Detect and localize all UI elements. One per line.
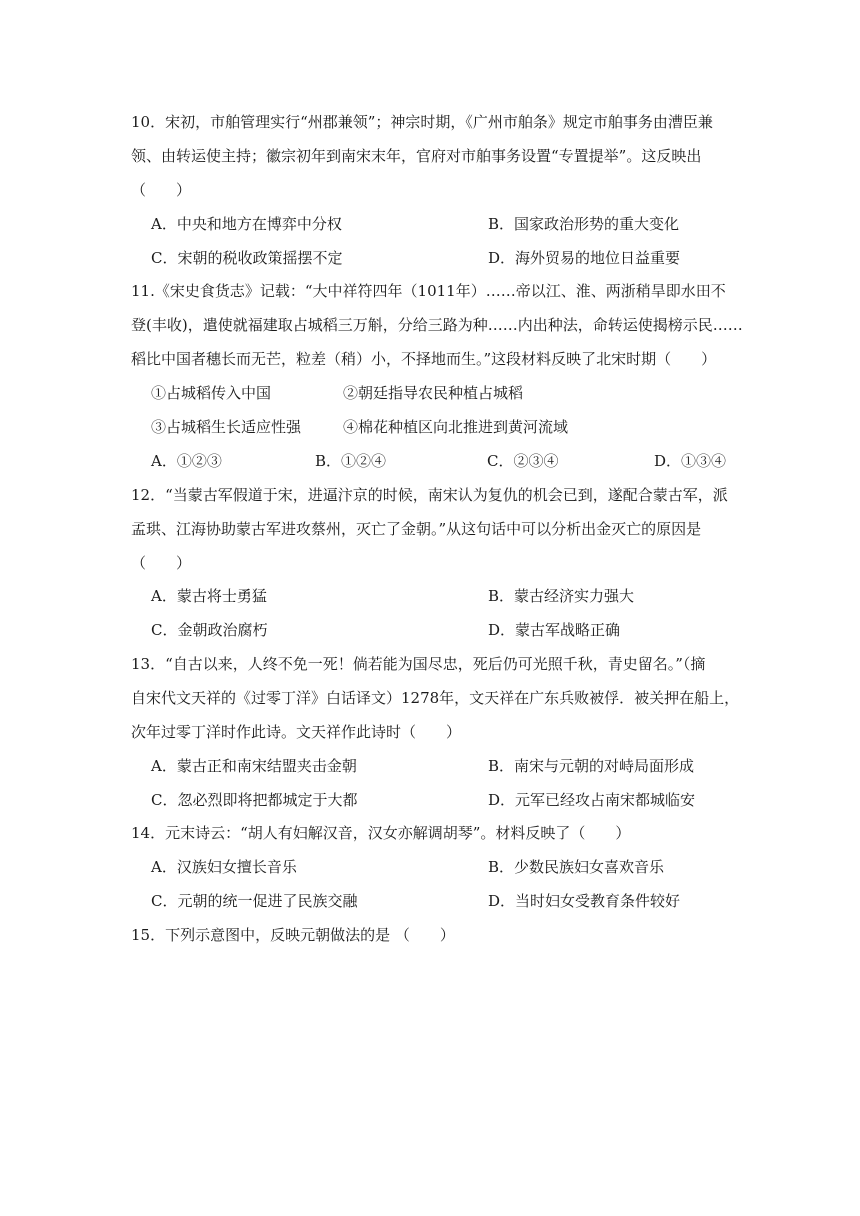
question-10-option-d[interactable]: D．海外贸易的地位日益重要: [488, 249, 681, 267]
question-13-line-1: 13．“自古以来，人终不免一死！倘若能为国尽忠，死后仍可光照千秋，青史留名。”（摘: [131, 655, 706, 673]
question-12-line-2: 孟珙、江海协助蒙古军进攻蔡州，灭亡了金朝。”从这句话中可以分析出金灭亡的原因是: [131, 520, 702, 538]
question-11-option-c[interactable]: C．②③④: [487, 452, 559, 470]
question-14-option-d[interactable]: D．当时妇女受教育条件较好: [488, 892, 681, 910]
question-10-option-c[interactable]: C．宋朝的税收政策摇摆不定: [151, 249, 343, 267]
question-11-line-2: 登(丰收)，遣使就福建取占城稻三万斛，分给三路为种……内出种法，命转运使揭榜示民……: [131, 316, 743, 334]
question-12-line-1: 12．“当蒙古军假道于宋，进逼汴京的时候，南宋认为复仇的机会已到，遂配合蒙古军，派: [131, 486, 728, 504]
question-11-line-3: 稻比中国者穗长而无芒，粒差（稍）小，不择地而生。”这段材料反映了北宋时期（ ）: [131, 350, 717, 368]
question-11-option-b[interactable]: B．①②④: [315, 452, 387, 470]
question-13-option-d[interactable]: D．元军已经攻占南宋都城临安: [488, 791, 696, 809]
question-11-statement-3: ③占城稻生长适应性强: [151, 418, 302, 436]
question-15-line-1: 15．下列示意图中，反映元朝做法的是 （ ）: [131, 926, 455, 944]
question-11-statement-1: ①占城稻传入中国: [151, 384, 272, 402]
question-10-line-1: 10．宋初，市舶管理实行“州郡兼领”；神宗时期，《广州市舶条》规定市舶事务由漕臣兼: [131, 113, 713, 131]
question-12-option-b[interactable]: B．蒙古经济实力强大: [488, 587, 635, 605]
question-14-line-1: 14．元末诗云：“胡人有妇解汉音，汉女亦解调胡琴”。材料反映了（ ）: [131, 824, 631, 842]
question-14-option-c[interactable]: C．元朝的统一促进了民族交融: [151, 892, 358, 910]
question-13-option-a[interactable]: A．蒙古正和南宋结盟夹击金朝: [151, 757, 357, 775]
question-14-option-b[interactable]: B．少数民族妇女喜欢音乐: [488, 858, 665, 876]
question-10-line-2: 领、由转运使主持；徽宗初年到南宋末年，官府对市舶事务设置“专置提举”。这反映出: [131, 147, 702, 165]
question-12-option-d[interactable]: D．蒙古军战略正确: [488, 621, 621, 639]
question-12-option-a[interactable]: A．蒙古将士勇猛: [151, 587, 267, 605]
question-11-line-1: 11.《宋史食货志》记载：“大中祥符四年（1011年）……帝以江、淮、两浙稍旱即水田不: [131, 282, 726, 300]
question-10-option-b[interactable]: B．国家政治形势的重大变化: [488, 215, 680, 233]
question-13-line-3: 次年过零丁洋时作此诗。文天祥作此诗时（ ）: [131, 723, 462, 741]
question-10-option-a[interactable]: A．中央和地方在博弈中分权: [151, 215, 342, 233]
question-12-option-c[interactable]: C．金朝政治腐朽: [151, 621, 268, 639]
question-12-line-3: （ ）: [131, 554, 192, 572]
question-11-statement-2: ②朝廷指导农民种植占城稻: [343, 384, 524, 402]
question-11-option-a[interactable]: A．①②③: [151, 452, 222, 470]
question-11-option-d[interactable]: D．①③④: [654, 452, 727, 470]
question-11-statement-4: ④棉花种植区向北推进到黄河流域: [343, 418, 569, 436]
question-14-option-a[interactable]: A．汉族妇女擅长音乐: [151, 858, 297, 876]
question-10-line-3: （ ）: [131, 181, 192, 199]
question-13-option-c[interactable]: C．忽必烈即将把都城定于大都: [151, 791, 358, 809]
question-13-line-2: 自宋代文天祥的《过零丁洋》白话译文）1278年，文天祥在广东兵败被俘．被关押在船上，: [131, 689, 740, 707]
question-13-option-b[interactable]: B．南宋与元朝的对峙局面形成: [488, 757, 695, 775]
